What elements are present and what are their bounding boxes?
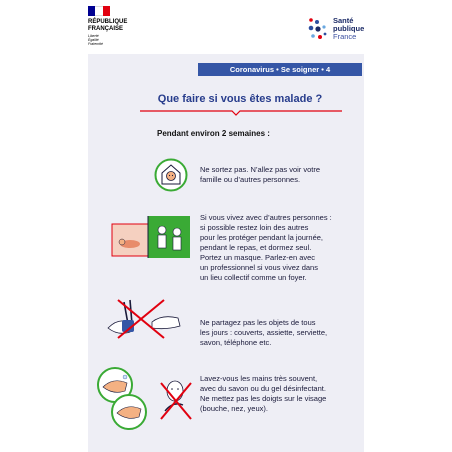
wash-hands-icon [95,365,195,435]
section-subtitle: Pendant environ 2 semaines : [157,129,270,138]
agency-logo-icon [307,17,329,45]
list-item: Si vous vivez avec d’autres personnes : si possible restez loin des autres pour les protéger pendant la journée, pendant le repas, et dormez seul. Portez un masque. Parlez-en avec un professionnel si vous vivez dans un lieu collectif comme un foyer. [200,213,332,282]
list-item: Ne partagez pas les objets de tous les jours : couverts, assiette, serviette, savon, téléphone etc. [200,318,328,347]
government-motto: Liberté Égalité Fraternité [88,34,103,46]
agency-name: Santé publique France [333,16,365,41]
no-sharing-objects-icon [104,296,186,340]
person-in-house-icon [154,158,188,192]
flag-icon [88,6,110,16]
list-item: Ne sortez pas. N’allez pas voir votre famille ou d’autres personnes. [200,165,321,184]
title-underline [140,108,342,116]
page-title: Que faire si vous êtes malade ? [157,93,323,105]
topic-banner: Coronavirus • Se soigner • 4 [198,63,362,76]
isolated-room-icon [110,214,192,260]
government-name: RÉPUBLIQUE FRANÇAISE [88,19,128,32]
list-item: Lavez-vous les mains très souvent, avec du savon ou du gel désinfectant. Ne mettez pas les doigts sur le visage (bouche, nez, yeux). [200,374,327,413]
